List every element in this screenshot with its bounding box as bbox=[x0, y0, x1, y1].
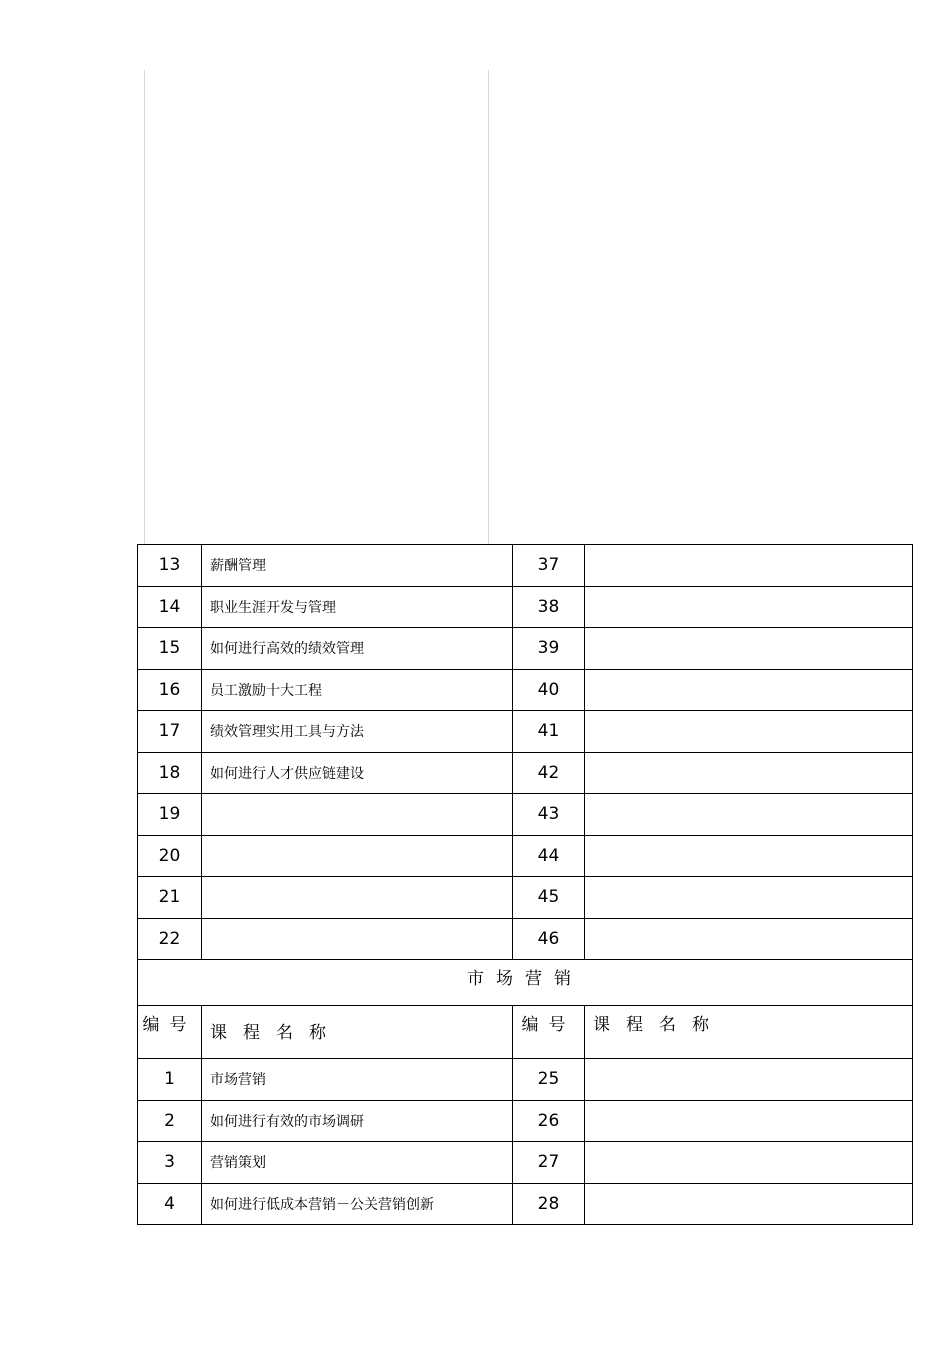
course-name: 如何进行高效的绩效管理 bbox=[202, 628, 513, 670]
course-name bbox=[585, 918, 913, 960]
course-number: 27 bbox=[513, 1142, 585, 1184]
course-number: 39 bbox=[513, 628, 585, 670]
course-name: 营销策划 bbox=[202, 1142, 513, 1184]
table-row bbox=[138, 752, 913, 794]
column-header-row bbox=[138, 1005, 913, 1059]
course-name bbox=[585, 628, 913, 670]
course-name: 如何进行人才供应链建设 bbox=[202, 752, 513, 794]
table-row bbox=[138, 1142, 913, 1184]
course-name bbox=[202, 918, 513, 960]
course-name bbox=[585, 545, 913, 587]
course-name bbox=[585, 1183, 913, 1225]
table-row bbox=[138, 918, 913, 960]
table-row bbox=[138, 586, 913, 628]
course-name bbox=[585, 711, 913, 753]
course-number: 26 bbox=[513, 1100, 585, 1142]
course-number: 40 bbox=[513, 669, 585, 711]
course-number: 28 bbox=[513, 1183, 585, 1225]
course-name: 员工激励十大工程 bbox=[202, 669, 513, 711]
column-header-name: 课程名称 bbox=[585, 1005, 913, 1059]
course-number: 18 bbox=[138, 752, 202, 794]
course-number: 22 bbox=[138, 918, 202, 960]
course-name: 市场营销 bbox=[202, 1059, 513, 1101]
course-name bbox=[585, 586, 913, 628]
course-name: 如何进行有效的市场调研 bbox=[202, 1100, 513, 1142]
course-number: 15 bbox=[138, 628, 202, 670]
course-number: 16 bbox=[138, 669, 202, 711]
faint-vertical-rule-middle bbox=[488, 70, 489, 544]
course-number: 2 bbox=[138, 1100, 202, 1142]
course-name bbox=[585, 877, 913, 919]
column-header-number: 编号 bbox=[513, 1005, 585, 1059]
course-number: 21 bbox=[138, 877, 202, 919]
table-row bbox=[138, 545, 913, 587]
course-name bbox=[202, 835, 513, 877]
table-row bbox=[138, 669, 913, 711]
course-number: 3 bbox=[138, 1142, 202, 1184]
course-name bbox=[585, 752, 913, 794]
course-number: 46 bbox=[513, 918, 585, 960]
section-title-row bbox=[138, 960, 913, 1006]
course-name: 职业生涯开发与管理 bbox=[202, 586, 513, 628]
course-number: 43 bbox=[513, 794, 585, 836]
course-name bbox=[585, 794, 913, 836]
table-row bbox=[138, 835, 913, 877]
course-number: 44 bbox=[513, 835, 585, 877]
course-name bbox=[585, 1100, 913, 1142]
table-row bbox=[138, 877, 913, 919]
course-name bbox=[585, 1059, 913, 1101]
course-name bbox=[585, 669, 913, 711]
course-number: 19 bbox=[138, 794, 202, 836]
course-number: 41 bbox=[513, 711, 585, 753]
course-number: 20 bbox=[138, 835, 202, 877]
course-number: 13 bbox=[138, 545, 202, 587]
course-number: 17 bbox=[138, 711, 202, 753]
table-row bbox=[138, 1183, 913, 1225]
course-number: 42 bbox=[513, 752, 585, 794]
table-row bbox=[138, 711, 913, 753]
column-header-number: 编号 bbox=[138, 1005, 202, 1059]
course-number: 37 bbox=[513, 545, 585, 587]
course-name: 绩效管理实用工具与方法 bbox=[202, 711, 513, 753]
table-row bbox=[138, 628, 913, 670]
table-row bbox=[138, 794, 913, 836]
course-name bbox=[585, 1142, 913, 1184]
table-row bbox=[138, 1100, 913, 1142]
course-number: 4 bbox=[138, 1183, 202, 1225]
course-name bbox=[202, 877, 513, 919]
course-name: 薪酬管理 bbox=[202, 545, 513, 587]
faint-vertical-rule-left bbox=[144, 70, 145, 544]
course-number: 25 bbox=[513, 1059, 585, 1101]
course-number: 1 bbox=[138, 1059, 202, 1101]
course-name bbox=[585, 835, 913, 877]
course-number: 14 bbox=[138, 586, 202, 628]
column-header-name: 课程名称 bbox=[202, 1005, 513, 1059]
course-number: 45 bbox=[513, 877, 585, 919]
section-title: 市场营销 bbox=[138, 960, 913, 1006]
course-name: 如何进行低成本营销－公关营销创新 bbox=[202, 1183, 513, 1225]
course-table bbox=[137, 544, 913, 1225]
table-row bbox=[138, 1059, 913, 1101]
course-name bbox=[202, 794, 513, 836]
course-number: 38 bbox=[513, 586, 585, 628]
